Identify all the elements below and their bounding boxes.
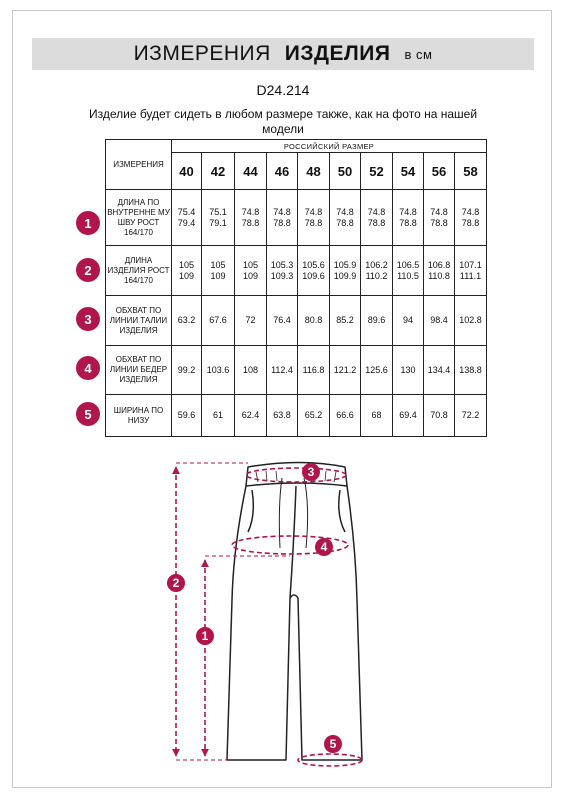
size-header: 50 (330, 153, 361, 190)
size-header: 58 (455, 153, 487, 190)
table-cell: 61 (202, 395, 235, 437)
row-badge-5: 5 (76, 402, 100, 426)
table-cell: 72.2 (455, 395, 487, 437)
table-cell: 74.8 78.8 (455, 190, 487, 246)
table-cell: 107.1 111.1 (455, 246, 487, 296)
row-label: ШИРИНА ПО НИЗУ (106, 395, 172, 437)
fit-note: Изделие будет сидеть в любом размере также, как на фото на нашей модели (88, 107, 478, 136)
right-pocket (339, 490, 345, 532)
marker-4 (315, 538, 333, 556)
table-cell: 105 109 (172, 246, 202, 296)
table-cell: 98.4 (424, 296, 455, 346)
table-cell: 65.2 (298, 395, 330, 437)
row-badge-1: 1 (76, 211, 100, 235)
title-word-product: ИЗДЕЛИЯ (284, 42, 391, 65)
table-cell: 66.6 (330, 395, 361, 437)
left-pocket (248, 490, 253, 532)
table-cell: 74.8 78.8 (298, 190, 330, 246)
table-cell: 74.8 78.8 (393, 190, 424, 246)
table-cell: 106.2 110.2 (361, 246, 393, 296)
table-cell: 63.8 (267, 395, 298, 437)
table-cell: 105 109 (202, 246, 235, 296)
row-label: ДЛИНА ПО ВНУТРЕННЕ МУ ШВУ РОСТ 164/170 (106, 190, 172, 246)
table-cell: 125.6 (361, 346, 393, 395)
table-cell: 69.4 (393, 395, 424, 437)
marker-4-label: 4 (320, 540, 328, 554)
table-cell: 74.8 78.8 (330, 190, 361, 246)
size-header: 48 (298, 153, 330, 190)
table-cell: 106.5 110.5 (393, 246, 424, 296)
table-cell: 80.8 (298, 296, 330, 346)
table-cell: 105.3 109.3 (267, 246, 298, 296)
table-cell: 67.6 (202, 296, 235, 346)
marker-2-label: 2 (172, 576, 180, 590)
marker-5-label: 5 (329, 737, 337, 751)
title-unit: в см (404, 46, 433, 62)
table-cell: 74.8 78.8 (235, 190, 267, 246)
table-cell: 116.8 (298, 346, 330, 395)
pants-outline (227, 463, 362, 761)
table-cell: 130 (393, 346, 424, 395)
table-cell: 62.4 (235, 395, 267, 437)
table-cell: 68 (361, 395, 393, 437)
marker-2 (167, 574, 185, 592)
table-cell: 74.8 78.8 (267, 190, 298, 246)
table-cell: 72 (235, 296, 267, 346)
table-cell: 134.4 (424, 346, 455, 395)
table-cell: 102.8 (455, 296, 487, 346)
waist-gathers (256, 471, 336, 482)
table-cell: 99.2 (172, 346, 202, 395)
table-cell: 106.8 110.8 (424, 246, 455, 296)
table-cell: 74.8 78.8 (361, 190, 393, 246)
table-cell: 103.6 (202, 346, 235, 395)
row-badge-2: 2 (76, 258, 100, 282)
size-header: 52 (361, 153, 393, 190)
table-cell: 59.6 (172, 395, 202, 437)
marker-1 (196, 627, 214, 645)
row-badge-4: 4 (76, 356, 100, 380)
waist-measure-loop (246, 468, 346, 482)
left-leg-outline (227, 486, 290, 760)
size-header: 40 (172, 153, 202, 190)
table-cell: 108 (235, 346, 267, 395)
crotch-seam (290, 486, 296, 598)
marker-1-label: 1 (201, 629, 209, 643)
size-header: 54 (393, 153, 424, 190)
row-label: ОБХВАТ ПО ЛИНИИ БЕДЕР ИЗДЕЛИЯ (106, 346, 172, 395)
table-cell: 74.8 78.8 (424, 190, 455, 246)
table-cell: 89.6 (361, 296, 393, 346)
corner-label: ИЗМЕРЕНИЯ (106, 140, 172, 190)
row-label: ОБХВАТ ПО ЛИНИИ ТАЛИИ ИЗДЕЛИЯ (106, 296, 172, 346)
table-cell: 75.4 79.4 (172, 190, 202, 246)
table-cell: 94 (393, 296, 424, 346)
russian-size-header: РОССИЙСКИЙ РАЗМЕР (172, 140, 487, 153)
table-cell: 105 109 (235, 246, 267, 296)
table-cell: 112.4 (267, 346, 298, 395)
row-label: ДЛИНА ИЗДЕЛИЯ РОСТ 164/170 (106, 246, 172, 296)
size-header: 42 (202, 153, 235, 190)
size-header: 56 (424, 153, 455, 190)
marker-3-label: 3 (307, 465, 315, 479)
article-number: D24.214 (256, 82, 310, 98)
table-cell: 85.2 (330, 296, 361, 346)
table-cell: 105.6 109.6 (298, 246, 330, 296)
size-header: 44 (235, 153, 267, 190)
table-cell: 138.8 (455, 346, 487, 395)
crotch-curve (290, 595, 298, 598)
table-cell: 75.1 79.1 (202, 190, 235, 246)
table-cell: 76.4 (267, 296, 298, 346)
table-cell: 121.2 (330, 346, 361, 395)
marker-3 (302, 463, 320, 481)
row-badge-3: 3 (76, 307, 100, 331)
marker-5 (324, 735, 342, 753)
table-cell: 105.9 109.9 (330, 246, 361, 296)
table-cell: 63.2 (172, 296, 202, 346)
table-cell: 70.8 (424, 395, 455, 437)
title-word-measurements: ИЗМЕРЕНИЯ (133, 42, 271, 65)
size-header: 46 (267, 153, 298, 190)
